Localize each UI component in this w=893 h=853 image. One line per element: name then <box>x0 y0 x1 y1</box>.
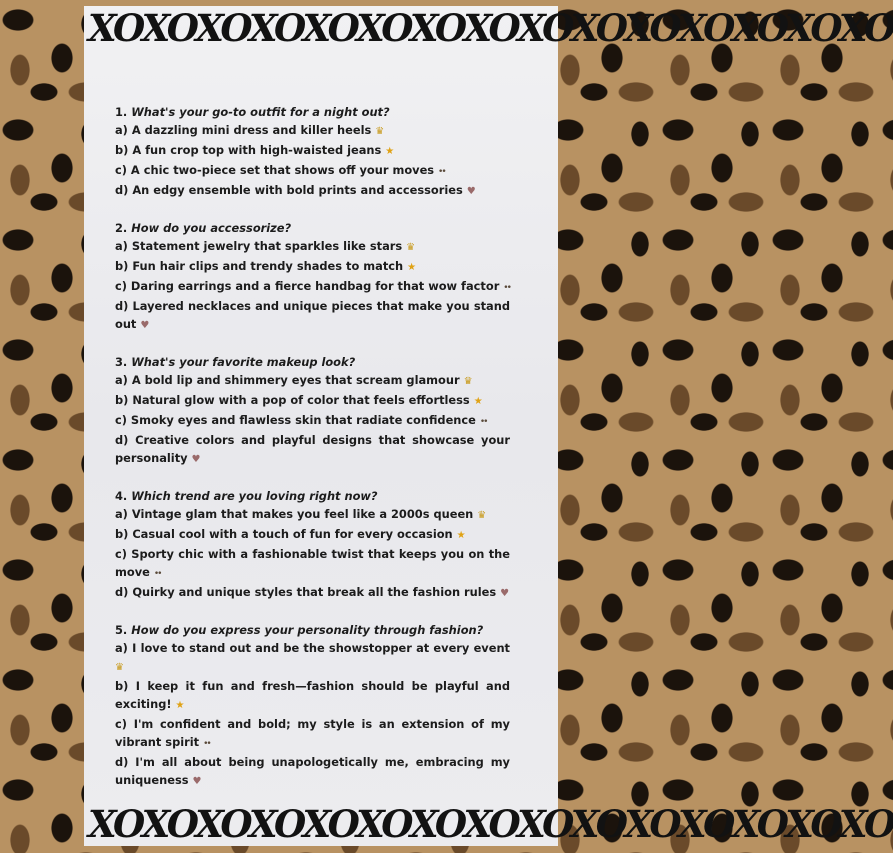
eyes-icon: •• <box>203 739 210 749</box>
eyes-icon: •• <box>438 167 445 177</box>
crown-icon: ♛ <box>463 376 473 387</box>
xoxo-header-text: XOXOXOXOXOXOXOXOXOXOXOXOXOXOXO <box>88 6 893 50</box>
question-1 <box>115 103 510 201</box>
option-b: b) A fun crop top with high-waisted jeans ★ <box>115 143 395 157</box>
option-b: b) Casual cool with a touch of fun for every occasion ★ <box>115 527 466 541</box>
star-icon: ★ <box>175 700 185 711</box>
option-b: b) I keep it fun and fresh—fashion should be playful and exciting! ★ <box>115 679 510 711</box>
option-d: d) An edgy ensemble with bold prints and accessories ♥ <box>115 183 476 197</box>
sneaker-icon: ♥ <box>192 776 202 787</box>
quiz-content <box>115 103 510 809</box>
eyes-icon: •• <box>153 569 161 579</box>
option-c: c) Daring earrings and a fierce handbag for that wow factor •• <box>115 279 510 293</box>
option-d: d) Creative colors and playful designs that showcase your personality ♥ <box>115 433 510 465</box>
option-a: a) I love to stand out and be the showstopper at every event ♛ <box>115 641 510 673</box>
crown-icon: ♛ <box>375 126 385 137</box>
sneaker-icon: ♥ <box>500 588 510 599</box>
option-b: b) Fun hair clips and trendy shades to match ★ <box>115 259 417 273</box>
sneaker-icon: ♥ <box>191 454 201 465</box>
option-a: a) Vintage glam that makes you feel like a 2000s queen ♛ <box>115 507 487 521</box>
xoxo-footer-border <box>84 802 893 846</box>
question-title: 1. What's your go-to outfit for a night out? <box>115 105 390 119</box>
eyes-icon: •• <box>479 417 487 427</box>
question-2 <box>115 219 510 335</box>
option-c: c) I'm confident and bold; my style is an extension of my vibrant spirit •• <box>115 717 510 749</box>
star-icon: ★ <box>456 530 466 541</box>
option-d: d) I'm all about being unapologetically me, embracing my uniqueness ♥ <box>115 755 510 787</box>
star-icon: ★ <box>473 396 483 407</box>
question-4 <box>115 487 510 603</box>
option-a: a) Statement jewelry that sparkles like stars ♛ <box>115 239 416 253</box>
xoxo-header-border <box>84 6 893 50</box>
star-icon: ★ <box>385 146 395 157</box>
quiz-card <box>84 6 893 846</box>
sneaker-icon: ♥ <box>466 186 476 197</box>
star-icon: ★ <box>407 262 417 273</box>
option-c: c) A chic two-piece set that shows off your moves •• <box>115 163 445 177</box>
option-d: d) Quirky and unique styles that break all the fashion rules ♥ <box>115 585 510 599</box>
crown-icon: ♛ <box>477 510 487 521</box>
question-title: 2. How do you accessorize? <box>115 221 292 235</box>
eyes-icon: •• <box>503 283 510 293</box>
question-title: 4. Which trend are you loving right now? <box>115 489 378 503</box>
option-b: b) Natural glow with a pop of color that feels effortless ★ <box>115 393 483 407</box>
xoxo-footer-text: XOXOXOXOXOXOXOXOXOXOXOXOXOXOXO <box>88 802 893 846</box>
crown-icon: ♛ <box>115 662 124 673</box>
option-a: a) A dazzling mini dress and killer heels ♛ <box>115 123 385 137</box>
question-title: 3. What's your favorite makeup look? <box>115 355 356 369</box>
crown-icon: ♛ <box>406 242 416 253</box>
sneaker-icon: ♥ <box>140 320 150 331</box>
question-3 <box>115 353 510 469</box>
option-c: c) Sporty chic with a fashionable twist that keeps you on the move •• <box>115 547 510 579</box>
question-title: 5. How do you express your personality through fashion? <box>115 623 484 637</box>
option-a: a) A bold lip and shimmery eyes that scream glamour ♛ <box>115 373 473 387</box>
option-d: d) Layered necklaces and unique pieces that make you stand out ♥ <box>115 299 510 331</box>
option-c: c) Smoky eyes and flawless skin that radiate confidence •• <box>115 413 487 427</box>
question-5 <box>115 621 510 791</box>
